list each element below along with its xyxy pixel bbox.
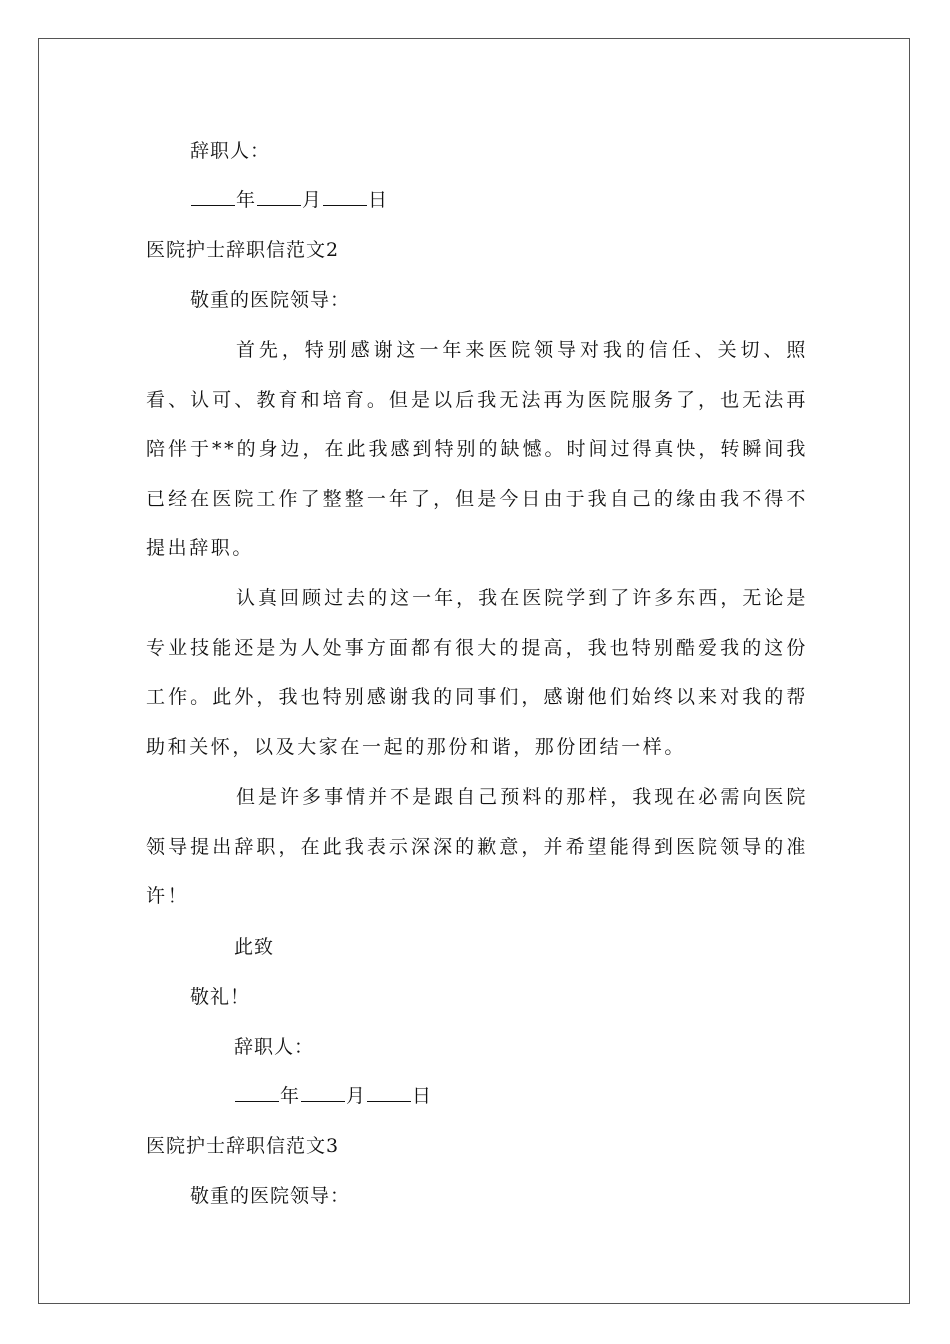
day-label: 日	[412, 1085, 433, 1107]
year-blank	[235, 1085, 279, 1102]
year-label: 年	[280, 1085, 301, 1107]
letter2-salutation: 敬重的医院领导：	[190, 289, 351, 311]
day-blank	[323, 189, 367, 206]
month-blank	[301, 1085, 345, 1102]
year-label: 年	[236, 189, 257, 211]
prev-signer-label: 辞职人：	[190, 140, 271, 162]
month-label: 月	[346, 1085, 367, 1107]
day-label: 日	[368, 189, 389, 211]
month-blank	[257, 189, 301, 206]
date-line	[234, 1084, 432, 1108]
letter2-paragraph-1: 首先，特别感谢这一年来医院领导对我的信任、关切、照看、认可、教育和培育。但是以后我无法再为医院服务了，也无法再陪伴于**的身边，在此我感到特别的缺憾。时间过得真快，转瞬间我已经在医院工作了整整一年了，但是今日由于我自己的缘由我不得不提出辞职。	[146, 339, 808, 559]
day-blank	[367, 1085, 411, 1102]
letter2-paragraph-2: 认真回顾过去的这一年，我在医院学到了许多东西，无论是专业技能还是为人处事方面都有很大的提高，我也特别酷爱我的这份工作。此外，我也特别感谢我的同事们，感谢他们始终以来对我的帮助和关怀，以及大家在一起的那份和谐，那份团结一样。	[146, 587, 808, 758]
closing-salute: 敬礼！	[190, 986, 251, 1008]
letter2-paragraph-3: 但是许多事情并不是跟自己预料的那样，我现在必需向医院领导提出辞职，在此我表示深深的歉意，并希望能得到医院领导的准许！	[146, 786, 808, 907]
year-blank	[191, 189, 235, 206]
month-label: 月	[302, 189, 323, 211]
prev-date-line	[190, 188, 388, 212]
closing-regards: 此致	[234, 936, 275, 958]
letter3-heading: 医院护士辞职信范文3	[146, 1135, 340, 1157]
letter3-salutation: 敬重的医院领导：	[190, 1185, 351, 1207]
signer-label: 辞职人：	[234, 1036, 315, 1058]
letter2-heading: 医院护士辞职信范文2	[146, 239, 340, 261]
